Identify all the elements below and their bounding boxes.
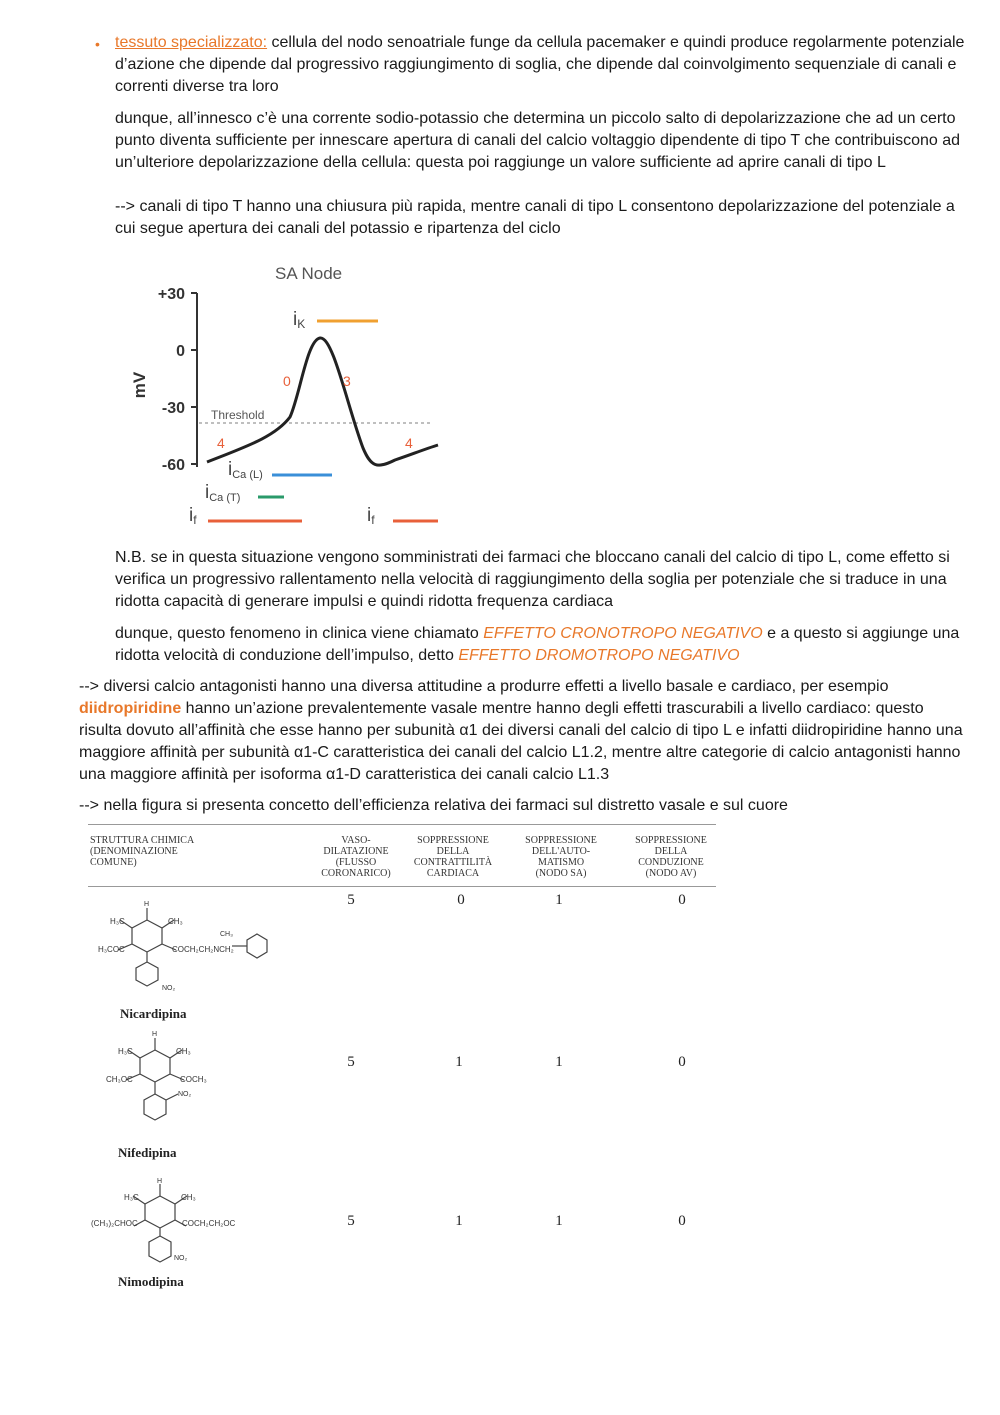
current-ical-label: iCa (L) — [228, 459, 263, 481]
group-label: H₃C — [124, 1193, 139, 1202]
group-label: H — [157, 1178, 163, 1185]
group-label: CH₃ — [176, 1047, 191, 1056]
drug-name: Nimodipina — [118, 1274, 184, 1289]
header-line: (NODO SA) — [535, 868, 587, 879]
group-label: NO₂ — [174, 1255, 188, 1262]
current-if2-label: if — [367, 505, 375, 527]
y-tick-label: -30 — [161, 400, 185, 417]
header-line: SOPPRESSIONE — [525, 835, 597, 846]
nifedipine-structure — [100, 1030, 220, 1140]
paragraph-channels: --> canali di tipo T hanno una chiusura più rapida, mentre canali di tipo L consentono depolarizzazione del potenziale a cui segue apertura dei canali del potassio e ripartenza del ciclo — [115, 198, 955, 237]
bullet-text: cellula del nodo senoatriale funge da cellula pacemaker e quindi produce regolarmente potenziale d’azione che dipende dal progressivo raggiungimento di soglia, che dipende dal coinvolgimento sequenziale di canali e correnti diverse tra loro — [115, 34, 965, 95]
specialized-tissue-term: tessuto specializzato: — [115, 34, 268, 51]
paragraph-trigger: dunque, all’innesco c’è una corrente sodio-potassio che determina un piccolo salto di depolarizzazione che ad un certo punto diventa sufficiente per innescare apertura di canali del calcio voltaggio dipendente di tipo T che contribuiscono ad un’ulteriore depolarizzazione della cellula: questa poi raggiunge un valore sufficiente ad aprire canali di tipo L — [115, 110, 961, 171]
header-line: COMUNE) — [90, 857, 137, 868]
action-potential-curve — [207, 338, 438, 465]
header-line: DELLA — [654, 846, 688, 857]
figure-title: SA Node — [275, 264, 343, 283]
nimodipine-structure — [90, 1178, 250, 1273]
group-label: H — [144, 901, 150, 908]
value-automatism: 1 — [555, 892, 563, 908]
table-top-rule — [88, 824, 716, 825]
current-ik-label: iK — [293, 309, 306, 331]
bullet-marker: • — [95, 36, 100, 52]
dihydropyridines-term: diidropiridine — [79, 700, 182, 717]
table-header-vasodilation — [316, 835, 396, 879]
y-tick-label: 0 — [176, 343, 185, 360]
header-line: SOPPRESSIONE — [417, 835, 489, 846]
paragraph-figure-intro: --> nella figura si presenta concetto dell’efficienza relativa dei farmaci sul distretto vasale e sul cuore — [79, 797, 788, 814]
group-label: H₃C — [110, 917, 125, 926]
note-paragraph: N.B. se in questa situazione vengono somministrati dei farmaci che bloccano canali del calcio di tipo L, come effetto si verifica un progressivo rallentamento nella velocità di raggiungimento della soglia per potenziale che si traduce in una ridotta capacità di generare impulsi e quindi ridotta frequenza cardiaca — [115, 549, 950, 610]
current-icat-label: iCa (T) — [205, 482, 241, 504]
drug-name: Nicardipina — [120, 1006, 187, 1021]
group-label: COCH₃ — [180, 1075, 207, 1084]
dromotropic-effect-term: EFFETTO DROMOTROPO NEGATIVO — [458, 647, 740, 664]
group-label: H — [152, 1031, 158, 1038]
table-header-contractility — [408, 835, 498, 879]
header-line: (DENOMINAZIONE — [90, 846, 178, 857]
phase-label-0: 0 — [283, 373, 291, 389]
text-run: e a questo si aggiunge una ridotta velocità di conduzione dell’impulso, detto — [115, 625, 960, 664]
header-line: MATISMO — [537, 857, 585, 868]
current-if-label: if — [189, 505, 197, 527]
header-line: CONTRATTILITÀ — [413, 857, 493, 868]
group-label: COCH₂CH₂NCH₂ — [172, 945, 234, 954]
value-vasodilation: 5 — [347, 1054, 355, 1070]
value-conduction: 0 — [678, 1054, 686, 1070]
group-label: CH₃OC — [106, 1075, 133, 1084]
group-label: CH₃ — [168, 917, 183, 926]
header-line: VASO- — [341, 835, 371, 846]
phase-label-4b: 4 — [405, 435, 413, 451]
value-contractility: 1 — [455, 1054, 463, 1070]
y-axis-label: mV — [130, 371, 149, 399]
text-run: --> diversi calcio antagonisti hanno una diversa attitudine a produrre effetti a livello basale e cardiaco, per esempio — [79, 678, 889, 695]
chronotropic-effect-term: EFFETTO CRONOTROPO NEGATIVO — [483, 625, 763, 642]
header-line: CONDUZIONE — [638, 857, 704, 868]
group-label: CH₃ — [220, 931, 233, 938]
nicardipine-structure — [92, 898, 292, 998]
phase-label-3: 3 — [343, 373, 351, 389]
paragraph-dihydropyridines — [79, 676, 969, 786]
y-tick-label: +30 — [157, 286, 185, 303]
bullet-paragraph — [115, 32, 965, 98]
header-line: DILATAZIONE — [323, 846, 389, 857]
table-header-structure — [90, 835, 250, 868]
header-line: STRUTTURA CHIMICA — [90, 835, 195, 846]
group-label: NO₂ — [178, 1091, 192, 1098]
header-line: CORONARICO) — [321, 868, 391, 879]
drug-name: Nifedipina — [118, 1145, 177, 1160]
paragraph-chronotropic — [115, 623, 965, 667]
threshold-label: Threshold — [211, 408, 265, 422]
text-run: hanno un’azione prevalentemente vasale mentre hanno degli effetti trascurabili a livello cardiaco: questo risulta dovuto all’affinità che esse hanno per subunità α1 dei diversi canali del calcio di tipo L e infatti diidropiridine hanno una maggiore affinità per subunità α1-C caratteristica dei canali del calcio L1.2, mentre altre categorie di calcio antagonisti hanno una maggiore affinità per isoforma α1-D caratteristica dei canali calcio L1.3 — [79, 700, 963, 783]
group-label: (CH₃)₂CHOC — [91, 1219, 138, 1228]
value-automatism: 1 — [555, 1054, 563, 1070]
text-run: dunque, questo fenomeno in clinica viene chiamato — [115, 625, 484, 642]
table-header-rule — [88, 886, 716, 887]
value-conduction: 0 — [678, 892, 686, 908]
group-label: COCH₂CH₂OC — [182, 1219, 236, 1228]
value-contractility: 1 — [455, 1213, 463, 1229]
value-contractility: 0 — [457, 892, 465, 908]
value-automatism: 1 — [555, 1213, 563, 1229]
y-tick-label: -60 — [161, 457, 185, 474]
phase-label-4: 4 — [217, 435, 225, 451]
header-line: DELL'AUTO- — [531, 846, 591, 857]
table-header-conduction — [626, 835, 716, 879]
sa-node-figure — [125, 255, 465, 535]
table-header-automatism — [516, 835, 606, 879]
value-vasodilation: 5 — [347, 1213, 355, 1229]
header-line: (FLUSSO — [335, 857, 377, 868]
value-vasodilation: 5 — [347, 892, 355, 908]
group-label: CH₃ — [181, 1193, 196, 1202]
header-line: (NODO AV) — [645, 868, 697, 879]
header-line: CARDIACA — [426, 868, 480, 879]
group-label: NO₂ — [162, 985, 176, 992]
value-conduction: 0 — [678, 1213, 686, 1229]
group-label: H₃C — [118, 1047, 133, 1056]
header-line: DELLA — [436, 846, 470, 857]
header-line: SOPPRESSIONE — [635, 835, 707, 846]
group-label: H₃COC — [98, 945, 125, 954]
